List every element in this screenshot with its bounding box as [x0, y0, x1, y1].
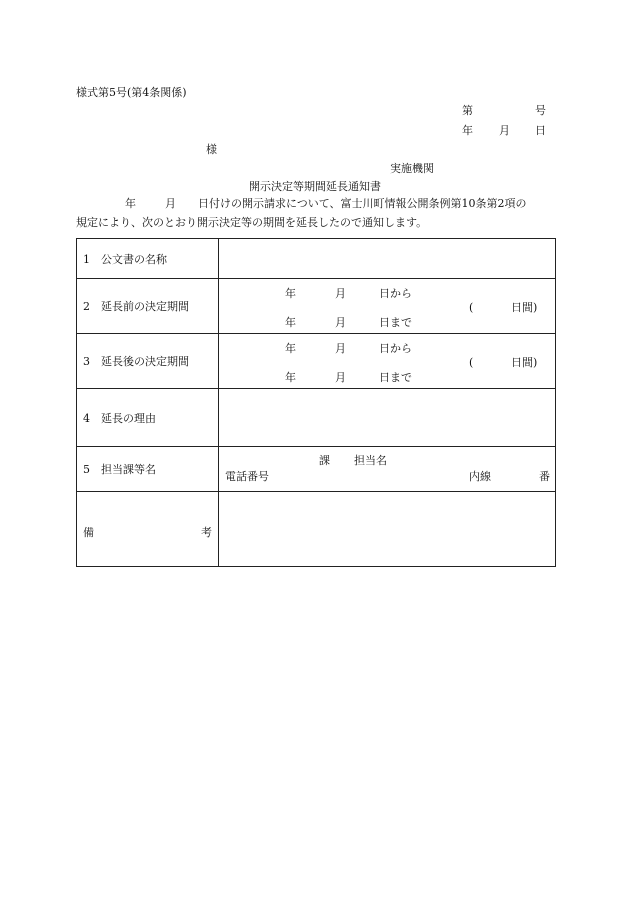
- row4-label: 4 延長の理由: [77, 389, 219, 447]
- remarks-label-left: 備: [83, 526, 94, 539]
- remarks-label-right: 考: [201, 526, 212, 539]
- remarks-value: [219, 492, 556, 567]
- row2-from-day: 日から: [379, 287, 412, 300]
- contact-extension: 内線: [469, 470, 491, 483]
- row3-label: 3 延長後の決定期間: [77, 334, 219, 389]
- row3-until-month: 月: [335, 371, 346, 384]
- row2-days: 日間): [511, 301, 538, 314]
- row3-value: [219, 334, 556, 389]
- row2-value: [219, 279, 556, 334]
- body-line1-year: 年: [125, 197, 136, 210]
- issuing-agency: 実施機関: [390, 162, 434, 175]
- contact-person: 担当名: [354, 454, 387, 467]
- row4-value: [219, 389, 556, 447]
- row-period-before: [77, 279, 556, 334]
- document-number-prefix: 第: [462, 104, 473, 117]
- row5-label: 5 担当課等名: [77, 447, 219, 492]
- remarks-label: [77, 492, 219, 567]
- date-month: 月: [499, 124, 510, 137]
- document-number-suffix: 号: [535, 104, 546, 117]
- row2-paren-open: (: [469, 301, 474, 314]
- contact-ka: 課: [319, 454, 330, 467]
- contact-phone: 電話番号: [225, 470, 269, 483]
- addressee-suffix: 様: [206, 143, 217, 156]
- document-title: 開示決定等期間延長通知書: [249, 180, 381, 193]
- row2-until-month: 月: [335, 316, 346, 329]
- row3-days: 日間): [511, 356, 538, 369]
- form-number: 様式第5号(第4条関係): [76, 86, 187, 99]
- row-document-name: [77, 239, 556, 279]
- body-line1-text: 日付けの開示請求について、富士川町情報公開条例第10条第2項の: [198, 197, 527, 210]
- row2-until-day: 日まで: [379, 316, 412, 329]
- row-remarks: [77, 492, 556, 567]
- row3-until-year: 年: [285, 371, 296, 384]
- date-day: 日: [535, 124, 546, 137]
- row2-from-year: 年: [285, 287, 296, 300]
- notice-form-table: [76, 238, 556, 567]
- row-department: [77, 447, 556, 492]
- row3-until-day: 日まで: [379, 371, 412, 384]
- contact-ban: 番: [539, 470, 550, 483]
- row-extension-reason: [77, 389, 556, 447]
- row1-value: [219, 239, 556, 279]
- row3-from-year: 年: [285, 342, 296, 355]
- row3-from-day: 日から: [379, 342, 412, 355]
- row-period-after: [77, 334, 556, 389]
- row5-value: [219, 447, 556, 492]
- row2-from-month: 月: [335, 287, 346, 300]
- row2-label: 2 延長前の決定期間: [77, 279, 219, 334]
- row3-paren-open: (: [469, 356, 474, 369]
- body-line2-text: 規定により、次のとおり開示決定等の期間を延長したので通知します。: [76, 216, 428, 229]
- row2-until-year: 年: [285, 316, 296, 329]
- date-year: 年: [462, 124, 473, 137]
- row1-label: 1 公文書の名称: [77, 239, 219, 279]
- body-line1-month: 月: [165, 197, 176, 210]
- row3-from-month: 月: [335, 342, 346, 355]
